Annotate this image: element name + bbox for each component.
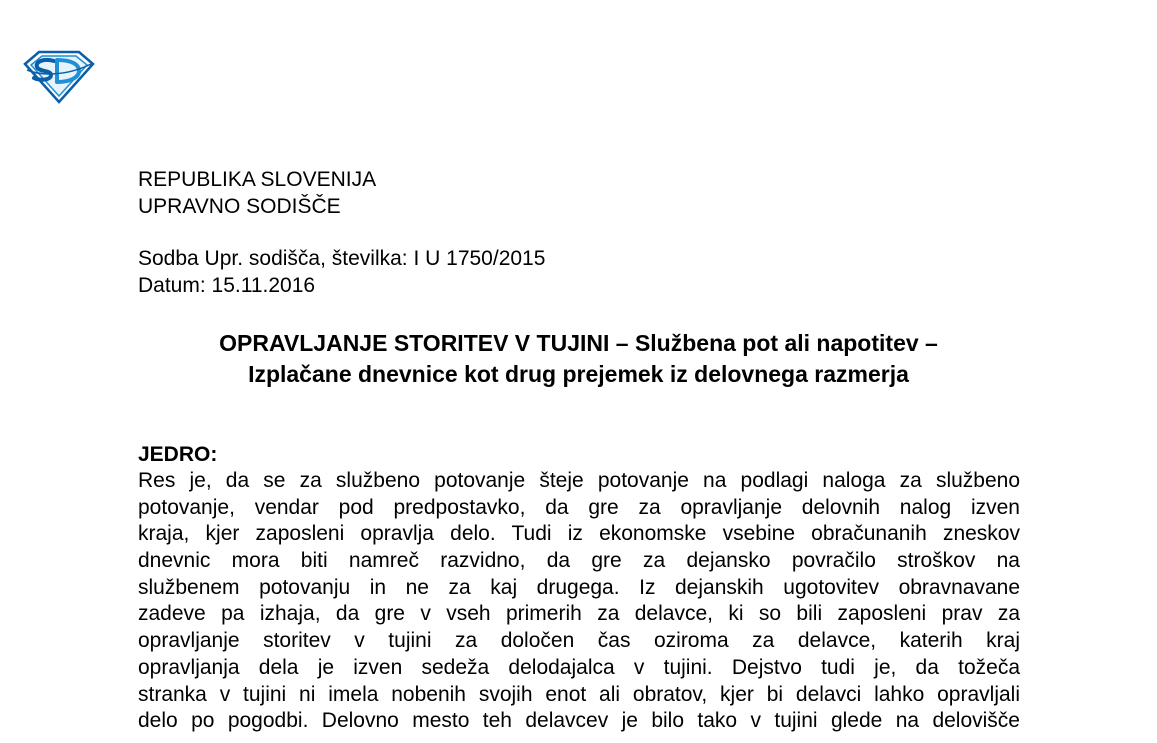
case-meta (138, 245, 545, 299)
court-name: UPRAVNO SODIŠČE (138, 195, 341, 218)
body-line: potovanje, vendar pod predpostavko, da gre za opravljanje delovnih nalog izven (138, 495, 1020, 519)
body-line: zadeve pa izhaja, da gre v vseh primerih za delavce, ki so bili zaposleni prav za (138, 602, 1020, 626)
title-line-2: Izplačane dnevnice kot drug prejemek iz delovnega razmerja (248, 361, 909, 387)
body-line: službenem potovanju in ne za kaj drugega. Iz dejanskih ugotovitev obravnavane (138, 575, 1020, 599)
body-line: opravljanje storitev v tujini za določen čas oziroma za delavce, katerih kraj (138, 629, 1020, 653)
court-logo-icon (21, 48, 95, 104)
case-number: Sodba Upr. sodišča, številka: I U 1750/2015 (138, 247, 546, 270)
body-line: delo po pogodbi. Delovno mesto teh delavcev je bilo tako v tujini glede na delovišče (138, 709, 1020, 733)
title-line-1: OPRAVLJANJE STORITEV V TUJINI – Službena pot ali napotitev – (219, 330, 938, 356)
country-name: REPUBLIKA SLOVENIJA (138, 168, 377, 191)
body-line: Res je, da se za službeno potovanje šteje potovanje na podlagi naloga za službeno (138, 469, 1020, 492)
body-line: stranka v tujini ni imela nobenih svojih enot ali obratov, kjer bi delavci lahko opravljali (138, 682, 1020, 706)
court-header (138, 166, 376, 220)
body-line: kraja, kjer zaposleni opravlja delo. Tudi iz ekonomske vsebine obračunanih zneskov (138, 522, 1020, 546)
document-title (100, 328, 1057, 390)
decision-date: Datum: 15.11.2016 (138, 274, 316, 297)
jedro-body (138, 468, 1020, 735)
body-line: opravljanja dela je izven sedeža delodajalca v tujini. Dejstvo tudi je, da tožeča (138, 655, 1020, 679)
body-line: dnevnic mora biti namreč razvidno, da gre za dejansko povračilo stroškov na (138, 549, 1020, 573)
jedro-heading: JEDRO: (138, 443, 218, 466)
